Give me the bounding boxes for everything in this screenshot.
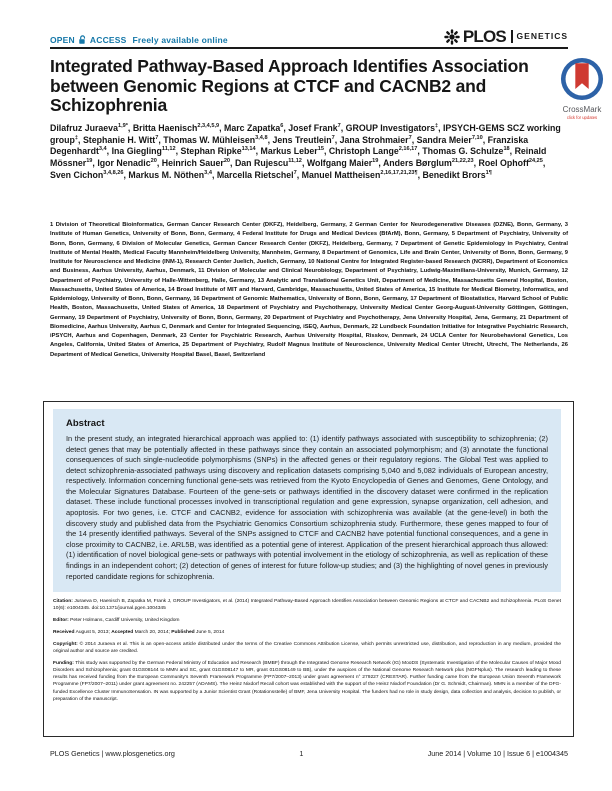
abstract-heading: Abstract <box>66 418 105 429</box>
editor-note <box>53 617 561 624</box>
editor-label: Editor: <box>53 618 69 624</box>
citation-text: Juraeva D, Haenisch B, Zapatka M, Frank J, GROUP Investigators, et al. (2014) Integrated Pathway-Based Approach Identifies Association between Genomic Regions at CTCF and CACNB2 and Schizophrenia. PLoS Genet 10(6): e1004345. doi:10.1371/journal.pgen.1004345 <box>53 599 561 612</box>
crossmark-label: CrossMark <box>562 105 602 114</box>
funding-text: This study was supported by the German Federal Ministry of Education and Research (BMBF) through the Integrated Genome Research Network (IG) MooDS (Systematic Investigation of the Molecular Causes of Major Mood Disorders and Schizophrenia; grant 01GS08144 to MMN and SC, grant 01GS08147 to MR, grant 01GS08149 to BB), under the auspices of the National Genome Research Network plus (NGFNplus). The research leading to these results has received funding from the European Community's Seventh Framework Programme (FP7/2007–2013) under grant agreement n° 279227 (CRESTAR). Further funding came from the European Union Seventh Framework Programme (FP7/2007–2011) under grant agreement no. 242257 (ADAMS). The Heinz Nixdorf Recall cohort was established with the support of the Heinz Nixdorf Foundation (Dr G. Schmidt, Chairman). MMN is a member of the DFG-funded Excellence Cluster ImmunoSensation. IN was supported by a Junior Scientist Grant (Rotationsstelle) of BMF, Jena University Hospital. The funders had no role in study design, data collection and analysis, decision to publish, or preparation of the manuscript. <box>53 660 561 702</box>
dates-note <box>53 629 561 636</box>
plos-logo <box>444 28 568 45</box>
plos-gear-icon <box>444 29 460 45</box>
citation-label: Citation: <box>53 599 73 605</box>
abstract-text: In the present study, an integrated hierarchical approach was applied to: (1) identify pathways associated with susceptibility to schizophrenia; (2) detect genes that may be potentially affected in these pathways since they contain an associated polymorphism; and (3) annotate the functional consequences of such single-nucleotide polymorphisms (SNPs) in the affected genes or their regulatory regions. The Global Test was applied to detect schizophrenia-associated pathways using discovery and replication datasets comprising 5,040 and 5,082 individuals of European ancestry, respectively. Information concerning functional gene-sets was retrieved from the Kyoto Encyclopedia of Genes and Genomes, Gene Ontology, and the Molecular Signatures Database. Fourteen of the gene-sets or pathways identified in the discovery dataset were confirmed in the replication dataset. These include functional processes involved in transcriptional regulation and gene expression, synapse organization, cell adhesion, and apoptosis. For two genes, i.e. CTCF and CACNB2, evidence for association with schizophrenia was available (at the gene-level) in both the discovery study and published data from the Psychiatric Genomics Consortium schizophrenia study. Furthermore, these genes mapped to four of the 14 presently identified pathways. Several of the SNPs assigned to CTCF and CACNB2 have potential functional consequences, and a gene in close proximity to CACNB2, i.e. ARL5B, was identified as a potential gene of interest. Application of the present hierarchical approach thus allowed: (1) identification of novel biological gene-sets or pathways with potential involvement in the etiology of schizophrenia, as well as replication of these findings in an independent cohort; (2) detection of genes of interest for future follow-up studies; and (3) the highlighting of novel genes in previously reported candidate regions for schizophrenia. <box>66 434 548 581</box>
logo-divider <box>511 30 513 43</box>
open-access-open-label: OPEN <box>50 35 75 45</box>
author-list: Dilafruz Juraeva$^{1,9*}$, Britta Haenisch$^{2,3,4,5,9}$, Marc Zapatka$^6$, Josef Frank$^7$, GROUP Investigators‡, IPSYCH-GEMS SCZ working group‡, Stephanie H. Witt$^7$, Thomas W. Mühleisen$^{3,4,8}$, Jens Treutlein$^7$, Jana Strohmaier$^7$, Sandra Meier$^{7,10}$, Franziska Degenhardt$^{3,4}$, Ina Giegling$^{11,12}$, Stephan Ripke$^{13,14}$, Markus Leber$^{15}$, Christoph Lange$^{2,16,17}$, Thomas G. Schulze$^{18}$, Reinald Mössner$^{19}$, Igor Nenadic$^{20}$, Heinrich Sauer$^{20}$, Dan Rujescu$^{11,12}$, Wolfgang Maier$^{19}$, Anders Børglum$^{21,22,23}$, Roel Ophoff$^{24,25}$, Sven Cichon$^{3,4,8,26}$, Markus M. Nöthen$^{3,4}$, Marcella Rietschel$^7$, Manuel Mattheisen$^{2,16,17,21,23\P}$, Benedikt Brors$^{1\P}$ <box>50 123 561 180</box>
accepted-date: March 20, 2014; <box>134 629 170 635</box>
front-matter-frame <box>43 401 574 737</box>
footer-journal: PLOS Genetics | www.plosgenetics.org <box>50 749 175 758</box>
open-access-access-label: ACCESS <box>89 35 127 45</box>
copyright-label: Copyright: <box>53 641 78 647</box>
journal-section-label: GENETICS <box>516 31 568 42</box>
crossmark-subtext: click for updates <box>566 114 598 120</box>
editor-text: Peter Holmans, Cardiff University, United Kingdom <box>70 618 180 624</box>
crossmark-icon <box>560 57 604 101</box>
received-label: Received <box>53 629 75 635</box>
footer-page-number: 1 <box>299 749 304 758</box>
citation-note <box>53 598 561 612</box>
page-title: Integrated Pathway-Based Approach Identifies Association between Genomic Regions at CTCF and CACNB2 and Schizophrenia <box>50 56 529 116</box>
header-rule <box>50 47 568 49</box>
open-lock-icon <box>78 35 87 45</box>
masthead <box>50 28 568 45</box>
footer-issue-info: June 2014 | Volume 10 | Issue 6 | e1004345 <box>427 749 568 758</box>
funding-note <box>53 660 561 703</box>
copyright-note <box>53 641 561 655</box>
funding-label: Funding: <box>53 660 74 666</box>
front-notes <box>53 598 561 703</box>
published-date: June 5, 2014 <box>196 629 225 635</box>
affiliations: 1 Division of Theoretical Bioinformatics, German Cancer Research Center (DKFZ), Heidelberg, Germany, 2 German Center for Neurodegenerative Diseases (DZNE), Bonn, Germany, 3 Institute of Human Genetics, University of Bonn, Bonn, Germany, 4 Federal Institute for Drugs and Medical Devices (BfArM), Bonn, Germany, 5 Department of Psychiatry, University of Bonn, Bonn, Germany, 6 Division of Molecular Genetics, German Cancer Research Center (DKFZ), Heidelberg, Germany, 7 Department of Genetic Epidemiology in Psychiatry, Central Institute of Mental Health, Medical Faculty Mannheim/Heidelberg University, Mannheim, Germany, 8 Department of Genomics, Life and Brain Center, University of Bonn, Bonn, Germany, 9 Institute for Neuroscience and Medicine (INM-1), Research Center Juelich, Juelich, Germany, 10 National Centre for Integrated Register-based Research (NCRR), Department of Economics and Business, Aarhus University, Aarhus, Denmark, 11 Division of Molecular and Clinical Neurobiology, Department of Psychiatry, Ludwig-Maximilians-University, Munich, Germany, 12 Department of Psychiatry, University of Halle-Wittenberg, Halle, Germany, 13 Analytic and Translational Genetics Unit, Department of Medicine, Massachusetts General Hospital, Boston, Massachusetts, United States of America, 14 Broad Institute of MIT and Harvard, Cambridge, Massachusetts, United States of America, 15 Institute for Medical Biometry, Informatics, and Epidemiology, University of Bonn, Bonn, Germany, 16 Department of Genomic Mathematics, University of Bonn, Bonn, Germany, 17 Department of Biostatistics, Harvard School of Public Health, Boston, Massachusetts, United States of America, 18 Department of Psychiatry and Psychotherapy, University Medical Center Georg-August-University Göttingen, Göttingen, Germany, 19 Department of Psychiatry, University of Bonn, Bonn, Germany, 20 Department of Psychiatry and Psychotherapy, Jena University Hospital, Jena, Germany, 21 Department of Biomedicine, Aarhus University, Aarhus C, Denmark and Center for Integrated Sequencing, iSEQ, Aarhus, Denmark, 22 Lundbeck Foundation Initiative for Integrative Psychiatric Research, iPSYCH, Aarhus and Copenhagen, Denmark, 23 Center for Psychiatric Research, Aarhus University Hospital, Risskov, Denmark, 24 UCLA Center for Neurobehavioral Genetics, Los Angeles, California, United States of America, 25 Department of Psychiatry, Rudolf Magnus Institute of Neuroscience, University Medical Center Utrecht, Utrecht, The Netherlands, 26 Department of Medical Genetics, University Hospital Basel, Basel, Switzerland <box>50 222 568 358</box>
received-date: August 5, 2013; <box>75 629 110 635</box>
accepted-label: Accepted <box>111 629 134 635</box>
page-footer <box>50 749 568 758</box>
published-label: Published <box>171 629 195 635</box>
copyright-text: © 2014 Juraeva et al. This is an open-access article distributed under the terms of the Creative Commons Attribution License, which permits unrestricted use, distribution, and reproduction in any medium, provided the original author and source are credited. <box>53 641 562 654</box>
abstract-box <box>53 409 561 592</box>
crossmark-badge[interactable] <box>555 57 609 120</box>
open-access-banner <box>50 35 228 45</box>
plos-wordmark: PLOS <box>462 27 506 46</box>
open-access-tagline: Freely available online <box>132 35 228 45</box>
